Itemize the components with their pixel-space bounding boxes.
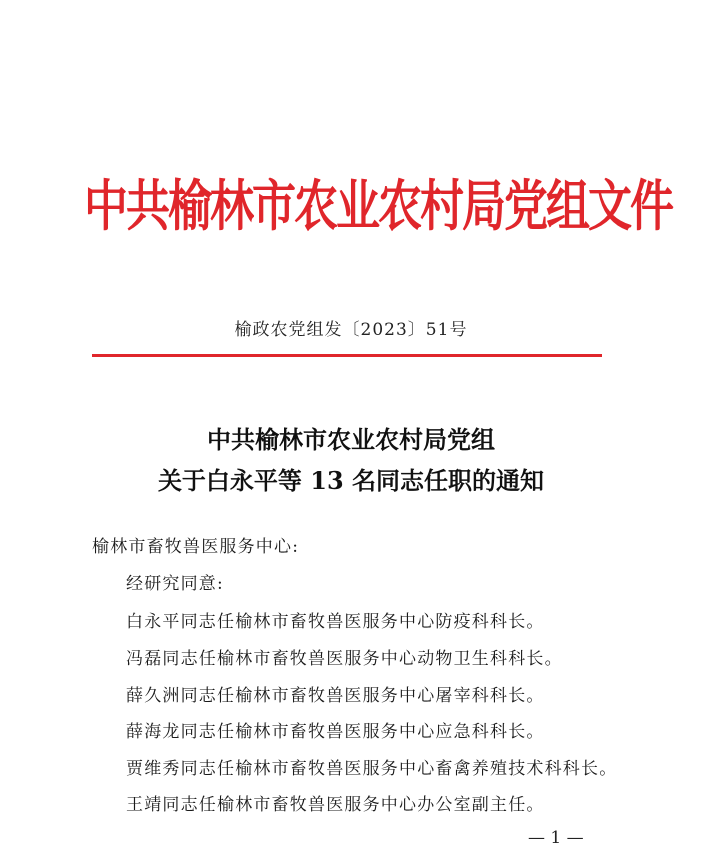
notice-title-line-1: 中共榆林市农业农村局党组 (207, 425, 495, 454)
paragraph-appointment-2: 冯磊同志任榆林市畜牧兽医服务中心动物卫生科科长。 (126, 649, 563, 669)
paragraph-appointment-6: 王靖同志任榆林市畜牧兽医服务中心办公室副主任。 (126, 795, 545, 815)
paragraph-intro: 经研究同意: (126, 574, 224, 594)
page-number: — 1 — (528, 828, 584, 848)
salutation: 榆林市畜牧兽医服务中心: (92, 537, 300, 557)
document-number: 榆政农党组发〔2023〕51号 (234, 320, 468, 340)
paragraph-appointment-4: 薛海龙同志任榆林市畜牧兽医服务中心应急科科长。 (126, 722, 545, 742)
document-header-title: 中共榆林市农业农村局党组文件 (84, 175, 672, 239)
paragraph-appointment-5: 贾维秀同志任榆林市畜牧兽医服务中心畜禽养殖技术科科长。 (126, 759, 618, 779)
paragraph-appointment-1: 白永平同志任榆林市畜牧兽医服务中心防疫科科长。 (126, 612, 545, 632)
paragraph-appointment-3: 薛久洲同志任榆林市畜牧兽医服务中心屠宰科科长。 (126, 686, 545, 706)
red-divider-line (92, 354, 602, 357)
notice-title-line-2: 关于白永平等 13 名同志任职的通知 (157, 466, 545, 495)
